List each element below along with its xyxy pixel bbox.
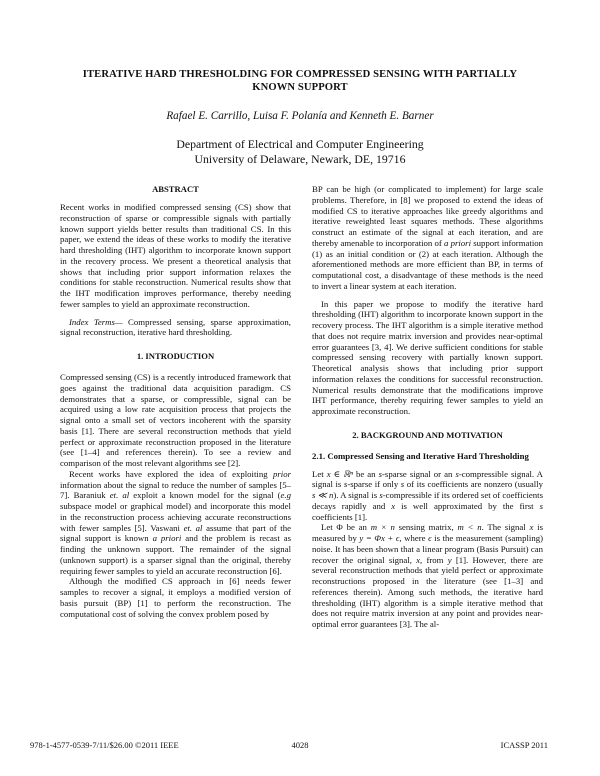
- math-run: m × n: [370, 522, 395, 533]
- text-run: [1]. However, there are several reconstruction methods that yield perfect or approximate reconstructions proposed in the literature (see [1–3] and references therein). Among such methods, the iterative hard thresholding (IHT) algorithm is a simple iterative method that does not require matrix inversion at any point and provides near-optimal error guarantees [3]. The al-: [312, 554, 543, 629]
- text-run: subspace model or graphical model) and incorporate this model in the reconstruction process achieving accurate reconstructions with fewer samples [5]. Vaswani: [60, 501, 291, 533]
- math-run: s: [455, 468, 459, 479]
- background-heading: 2. BACKGROUND AND MOTIVATION: [352, 429, 503, 440]
- footer-page-number: 4028: [291, 740, 309, 750]
- text-run-italic: a priori: [444, 237, 472, 248]
- background-paragraph-2: [312, 522, 543, 630]
- text-run: is well approximated by the first: [395, 500, 540, 511]
- math-run: s: [378, 468, 382, 479]
- left-column: [60, 184, 291, 619]
- right-paragraph-1: [312, 184, 543, 292]
- index-terms: [60, 317, 291, 339]
- title-line-1: ITERATIVE HARD THRESHOLDING FOR COMPRESSED SENSING WITH PARTIALLY: [82, 69, 518, 80]
- text-run: be an: [352, 468, 379, 479]
- affiliation-line-1: Department of Electrical and Computer Engineering: [176, 137, 424, 151]
- text-run: is the measurement (sampling) noise. It has been shown that a linear program (Basis Pursuit) can recover the original signal,: [312, 533, 543, 565]
- text-run: assume that part of the signal support is known: [60, 522, 291, 544]
- text-run: -compressible signal. A signal is: [312, 468, 543, 490]
- math-run: s ≪ n: [312, 490, 334, 500]
- abstract-text: Recent works in modified compressed sensing (CS) show that reconstruction of sparse or compressible signals with partially known support yields better results than traditional CS. In this paper, we extend the ideas of these works to modify the iterative hard thresholding (IHT) algorithm to incorporate known support in the recovery process. We present a theoretical analysis that shows that including prior support information relaxes the conditions for stable reconstruction. Numerical results show that the IHT modification improves performance, thereby needing fewer samples to yield an approximate reconstruction.: [60, 202, 291, 309]
- affiliation-line-2: University of Delaware, Newark, DE, 19716: [194, 152, 406, 166]
- intro-paragraph-3: Although the modified CS approach in [6] needs fewer samples to recover a signal, it employs a modified version of basis pursuit (BP) [1] to perform the reconstruction. The computational cost of solving the convex problem posed by: [60, 576, 291, 619]
- subsection-heading: 2.1. Compressed Sensing and Iterative Hard Thresholding: [312, 450, 529, 461]
- text-run: support information (1) as an initial condition or (2) at each iteration. Although the aforementioned methods are more efficient than BP, in terms of computational cost, a disadvantage of these methods is the need to invert a linear system at each iteration.: [312, 237, 543, 291]
- text-run: . The signal: [481, 522, 530, 533]
- math-run: s: [379, 490, 383, 500]
- text-run-italic: a priori: [152, 533, 182, 544]
- intro-heading: 1. INTRODUCTION: [136, 351, 215, 361]
- text-run: Let: [312, 468, 327, 479]
- math-run: ϵ: [428, 533, 432, 543]
- text-run-italic: prior: [273, 468, 291, 479]
- background-paragraph-1: [312, 469, 543, 523]
- index-terms-text: Compressed sensing, sparse approximation, signal reconstruction, iterative hard thresholding.: [60, 316, 291, 338]
- text-run: coefficients [1].: [312, 511, 368, 522]
- text-run: , from: [420, 554, 448, 565]
- intro-paragraph-1: Compressed sensing (CS) is a recently introduced framework that goes against the traditional data acquisition paradigm. CS demonstrates that a sparse, or compressible, signal can be acquired using a low rate acquisition process that projects the signal onto a small set of vectors incoherent with the sparsity basis [1]. There are several reconstruction methods that yield perfect or approximate reconstruction proposed in the literature (see [1–4] and references therein). To see a review and comparison of the most relevant algorithms see [2].: [60, 372, 291, 468]
- math-run: y: [447, 554, 452, 565]
- paper-title: [60, 69, 540, 94]
- text-run: Recent works have explored the idea of exploiting: [69, 468, 273, 479]
- text-run: -sparse if only: [347, 479, 401, 490]
- text-run: and the problem is recast as finding the unknown support. The remainder of the signal (unknown support) is a sparser signal than the original, thereby requiring fewer samples to yield an accurate reconstruction [6].: [60, 533, 291, 576]
- index-terms-label: Index Terms—: [69, 316, 123, 327]
- footer-copyright: 978-1-4577-0539-7/11/$26.00 ©2011 IEEE: [30, 740, 179, 750]
- intro-paragraph-2: [60, 469, 291, 577]
- affiliation: [60, 137, 540, 167]
- text-run: information about the signal to reduce the number of samples [5–7]. Baraniuk: [60, 479, 291, 501]
- text-run: ). A signal is: [333, 490, 380, 500]
- math-run: s: [400, 479, 405, 490]
- text-run: BP can be high (or complicated to implement) for large scale problems. Therefore, in [8] we proposed to extend the ideas of modified CS to iterative approaches like greedy algorithms and iterative reweighted least squares methods. These algorithms construct an estimate of the signal at each iteration, and are thereby amenable to incorporation of: [312, 184, 543, 248]
- math-run: x: [416, 554, 421, 565]
- authors: Rafael E. Carrillo, Luisa F. Polanía and Kenneth E. Barner: [166, 110, 434, 122]
- text-run: is measured by: [312, 522, 543, 543]
- text-run: of its coefficients are nonzero (usually: [404, 479, 543, 490]
- math-run: x ∈ ℝⁿ: [326, 468, 353, 479]
- text-run-italic: et. al: [109, 490, 130, 501]
- math-run: s: [539, 500, 543, 511]
- text-run-italic: e.g: [280, 490, 291, 501]
- math-run: y = Φx + ϵ: [359, 533, 400, 543]
- math-run: m < n: [457, 522, 482, 533]
- text-run: -compressible if its ordered set of coefficients decays rapidly and: [312, 490, 543, 511]
- text-run: sensing matrix,: [394, 522, 458, 533]
- math-run: s: [343, 479, 348, 490]
- footer-conference: ICASSP 2011: [500, 740, 548, 750]
- text-run: Let Φ be an: [321, 522, 371, 533]
- right-paragraph-2: In this paper we propose to modify the iterative hard thresholding (IHT) algorithm to incorporate known support in the recovery process. The IHT algorithm is a simple iterative method that does not require matrix inversion and provides near-optimal error guarantees [3, 4]. We derive sufficient conditions for stable compressed sensing recovery with partially known support. Theoretical analysis shows that including prior support information relaxes the conditions for successful reconstruction. Numerical results demonstrate that the modifications improve IHT performance, thereby requiring fewer samples to yield an approximate reconstruction.: [312, 298, 543, 416]
- text-run: exploit a known model for the signal (: [129, 490, 281, 501]
- right-column: [312, 184, 543, 630]
- text-run-italic: et. al: [183, 522, 203, 533]
- math-run: x: [391, 500, 396, 511]
- math-run: x: [529, 522, 534, 533]
- text-run: -sparse signal or an: [382, 468, 456, 479]
- abstract-heading: ABSTRACT: [152, 184, 199, 194]
- title-line-2: KNOWN SUPPORT: [252, 81, 348, 93]
- text-run: , where: [399, 533, 429, 543]
